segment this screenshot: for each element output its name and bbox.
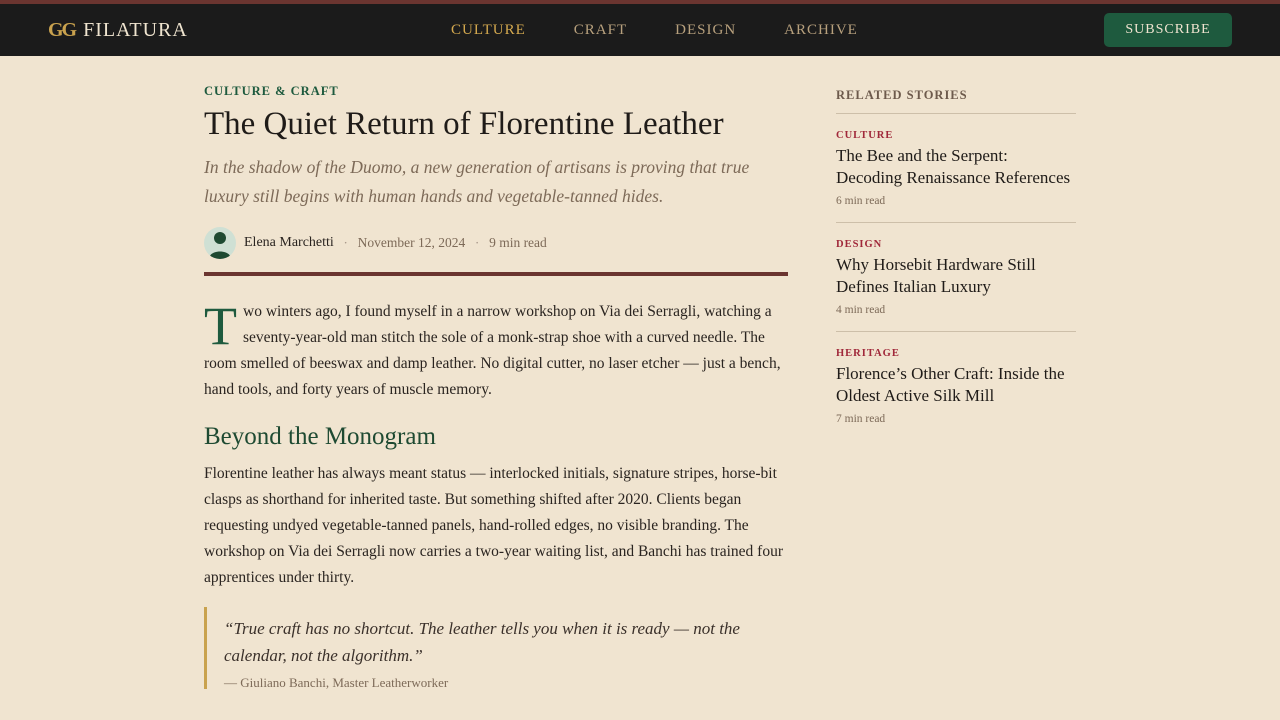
quote-text: “True craft has no shortcut. The leather tells you when it is ready — not the calendar, not the algorithm.” xyxy=(224,619,740,666)
story-tag: DESIGN xyxy=(836,239,883,250)
nav-link-craft[interactable]: CRAFT xyxy=(573,21,628,38)
nav-link-culture[interactable]: CULTURE xyxy=(451,21,526,38)
article-title: The Quiet Return of Florentine Leather xyxy=(204,106,724,142)
byline xyxy=(204,226,788,260)
article-paragraph xyxy=(204,295,788,403)
article-paragraph: Florentine leather has always meant status — interlocked initials, signature stripes, horse-bit clasps as shorthand for inherited taste. But something shifted after 2020. Clients began requesting undyed vegetable-tanned panels, hand-rolled edges, no visible branding. The workshop on Via dei Serragli now carries a two-year waiting list, and Banchi has trained four apprentices under thirty. xyxy=(204,465,784,587)
story-title[interactable]: Florence’s Other Craft: Inside the Oldest Active Silk Mill xyxy=(836,364,1065,405)
brand-monogram: GG xyxy=(48,18,76,41)
read-time: 9 min read xyxy=(489,234,547,250)
related-story[interactable] xyxy=(836,114,1076,223)
story-read-time: 7 min read xyxy=(836,413,886,425)
meta-separator: · xyxy=(343,235,348,250)
story-read-time: 4 min read xyxy=(836,304,886,316)
story-title[interactable]: The Bee and the Serpent: Decoding Renaissance References xyxy=(836,146,1071,187)
pull-quote xyxy=(204,607,788,689)
author-name[interactable]: Elena Marchetti xyxy=(244,234,334,250)
paragraph-text: wo winters ago, I found myself in a narrow workshop on Via dei Serragli, watching a seventy-year-old man stitch the sole of a monk-strap shoe with a curved needle. The room smelled of beeswax and damp leather. No digital cutter, no laser etcher — just a bench, hand tools, and forty years of muscle memory. xyxy=(204,302,781,398)
user-icon xyxy=(204,227,236,259)
nav-link-archive[interactable]: ARCHIVE xyxy=(784,21,858,38)
article xyxy=(204,84,788,689)
subscribe-button[interactable]: SUBSCRIBE xyxy=(1104,13,1232,47)
top-navigation xyxy=(0,4,1280,56)
related-stories-sidebar xyxy=(836,88,1076,440)
story-read-time: 6 min read xyxy=(836,195,886,207)
meta-separator: · xyxy=(475,235,480,250)
related-story[interactable] xyxy=(836,223,1076,332)
section-heading: Beyond the Monogram xyxy=(204,422,436,450)
brand-logo[interactable] xyxy=(48,4,188,56)
author-avatar[interactable] xyxy=(204,227,236,259)
quote-citation: — Giuliano Banchi, Master Leatherworker xyxy=(224,675,449,690)
publish-date: November 12, 2024 xyxy=(357,234,466,250)
article-dek: In the shadow of the Duomo, a new generation of artisans is proving that true luxury still begins with human hands and vegetable-tanned hides. xyxy=(204,156,750,206)
brand-name: FILATURA xyxy=(83,18,188,41)
sidebar-heading: RELATED STORIES xyxy=(836,88,1076,114)
nav-links xyxy=(451,4,858,56)
story-tag: CULTURE xyxy=(836,130,894,141)
related-story[interactable] xyxy=(836,332,1076,440)
article-kicker[interactable]: CULTURE & CRAFT xyxy=(204,84,339,98)
story-tag: HERITAGE xyxy=(836,348,900,359)
nav-link-design[interactable]: DESIGN xyxy=(675,21,737,38)
story-title[interactable]: Why Horsebit Hardware Still Defines Italian Luxury xyxy=(836,255,1036,296)
article-divider xyxy=(204,272,788,276)
drop-cap: T xyxy=(204,295,237,356)
